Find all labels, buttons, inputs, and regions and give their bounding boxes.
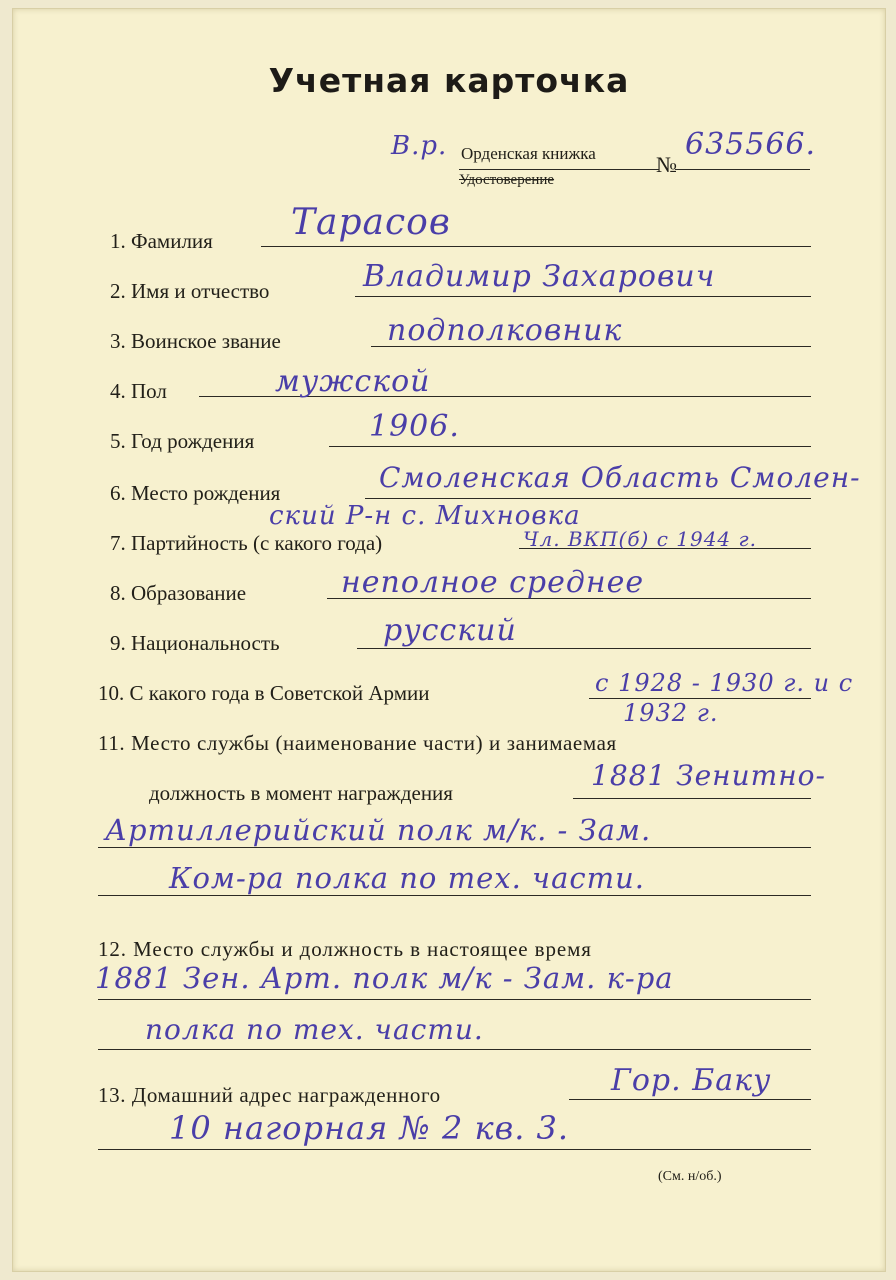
order-book-prefix: В.р. [391, 131, 448, 161]
field-2-line [355, 296, 811, 297]
field-11-label: 11. Место службы (наименование части) и занимаемая [98, 731, 617, 755]
order-number-underline [675, 169, 810, 170]
field-7-label: 7. Партийность (с какого года) [110, 531, 383, 555]
field-4-label: 4. Пол [110, 379, 167, 403]
order-book-underline [459, 169, 659, 170]
field-11-value: 1881 Зенитно- [591, 759, 826, 792]
field-12-value-line2: полка по тех. части. [145, 1013, 484, 1046]
field-5-value: 1906. [369, 409, 460, 444]
field-3-label: 3. Воинское звание [110, 329, 281, 353]
order-book-number: 635566. [685, 127, 817, 162]
field-6-line [365, 498, 811, 499]
order-book-number-sign: № [656, 152, 677, 177]
field-11-label-continued: должность в момент награждения [149, 781, 453, 805]
field-11-line-1 [573, 798, 811, 799]
field-13-label: 13. Домашний адрес награжденного [98, 1083, 441, 1107]
field-9-label: 9. Национальность [110, 631, 280, 655]
field-12-line-1 [98, 999, 811, 1000]
field-5-line [329, 446, 811, 447]
field-11-line-2 [98, 847, 811, 848]
field-2-value: Владимир Захарович [363, 259, 716, 294]
field-10-value: с 1928 - 1930 г. и с [595, 669, 854, 697]
field-8-label: 8. Образование [110, 581, 247, 605]
field-10-label: 10. С какого года в Советской Армии [98, 681, 430, 705]
field-13-line-2 [98, 1149, 811, 1150]
field-4-value: мужской [275, 364, 431, 399]
field-12-label: 12. Место службы и должность в настоящее время [98, 937, 592, 961]
order-book-crossed-label: Удостоверение [459, 172, 555, 188]
field-10-value-continued: 1932 г. [623, 699, 719, 727]
field-9-value: русский [383, 613, 517, 648]
field-13-line-1 [569, 1099, 811, 1100]
card-title: Учетная карточка [268, 61, 630, 100]
field-7-value: Чл. ВКП(б) с 1944 г. [523, 527, 757, 551]
field-5-label: 5. Год рождения [110, 429, 255, 453]
field-12-line-2 [98, 1049, 811, 1050]
field-2-label: 2. Имя и отчество [110, 279, 270, 303]
field-9-line [357, 648, 811, 649]
field-11-value-line2: Артиллерийский полк м/к. - Зам. [105, 813, 652, 847]
field-6-label: 6. Место рождения [110, 481, 281, 505]
field-1-line [261, 246, 811, 247]
field-11-line-3 [98, 895, 811, 896]
field-13-value-line2: 10 нагорная № 2 кв. 3. [169, 1109, 570, 1147]
field-12-value: 1881 Зен. Арт. полк м/к - Зам. к-ра [95, 961, 674, 995]
footer-note: (См. н/об.) [658, 1169, 722, 1184]
field-1-value: Тарасов [291, 202, 451, 243]
field-13-value: Гор. Баку [611, 1063, 772, 1098]
field-3-value: подполковник [387, 313, 623, 348]
field-6-value-continued: ский Р-н с. Михновка [269, 501, 581, 531]
field-6-value: Смоленская Область Смолен- [379, 461, 861, 494]
field-8-value: неполное среднее [341, 565, 645, 600]
order-book-label: Орденская книжка [461, 144, 596, 163]
field-11-value-line3: Ком-ра полка по тех. части. [169, 861, 646, 895]
field-1-label: 1. Фамилия [110, 229, 213, 253]
record-card [12, 8, 886, 1272]
